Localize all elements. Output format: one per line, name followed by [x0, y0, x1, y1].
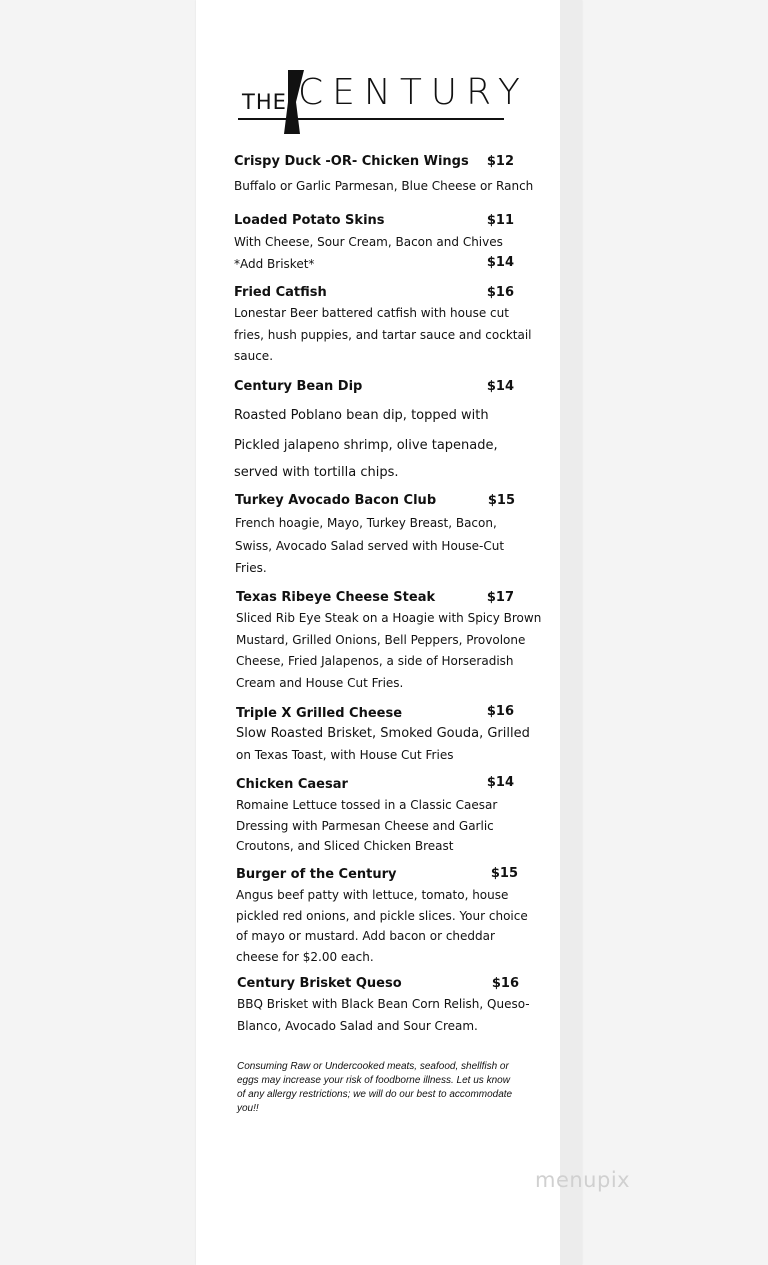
menu-item-brisket-queso [237, 975, 530, 1037]
item-price: $17 [486, 590, 514, 605]
menu-item-burger [236, 866, 528, 967]
description-line: Buffalo or Garlic Parmesan, Blue Cheese or Ranch [234, 179, 534, 193]
logo [238, 68, 529, 136]
menu-item-grilled-cheese [236, 704, 530, 766]
description-line: Angus beef patty with lettuce, tomato, house [236, 888, 509, 902]
item-description [234, 232, 516, 275]
menu-item-turkey-club [235, 492, 517, 580]
item-name: Century Bean Dip [234, 379, 363, 394]
item-price: $14 [486, 379, 514, 394]
item-price: $14 [486, 775, 514, 790]
item-name: Turkey Avocado Bacon Club [235, 493, 437, 508]
description-line: Romaine Lettuce tossed in a Classic Caesar [236, 798, 498, 812]
description-line: Lonestar Beer battered catfish with house cut [234, 306, 509, 320]
item-price: $15 [487, 493, 515, 508]
item-name: Chicken Caesar [236, 777, 348, 792]
description-line: Roasted Poblano bean dip, topped with [234, 408, 489, 423]
addon-price: $14 [486, 254, 514, 270]
item-description [236, 795, 518, 857]
menu-item-potato-skins [234, 212, 516, 275]
description-line: fries, hush puppies, and tartar sauce and cocktail [234, 327, 532, 342]
logo-prefix: THE [242, 90, 287, 114]
description-line: Sliced Rib Eye Steak on a Hoagie with Spicy Brown [236, 611, 542, 625]
item-price: $12 [486, 154, 514, 169]
item-description [236, 608, 542, 694]
item-description [237, 994, 530, 1037]
description-line: Cheese, Fried Jalapenos, a side of Horseradish [236, 654, 514, 668]
description-line: Slow Roasted Brisket, Smoked Gouda, Grilled [236, 726, 530, 741]
item-description [234, 176, 534, 198]
item-description [236, 885, 528, 967]
description-line: Blanco, Avocado Salad and Sour Cream. [237, 1018, 478, 1033]
item-description [234, 402, 516, 486]
item-name: Crispy Duck -OR- Chicken Wings [234, 154, 469, 169]
addon-line [234, 254, 516, 276]
description-line: French hoagie, Mayo, Turkey Breast, Bacon, [235, 516, 497, 530]
item-price: $16 [491, 976, 519, 991]
description-line: Mustard, Grilled Onions, Bell Peppers, Provolone [236, 632, 526, 647]
description-line: of mayo or mustard. Add bacon or cheddar [236, 929, 495, 943]
item-name: Texas Ribeye Cheese Steak [236, 590, 436, 605]
menu-item-fried-catfish [234, 284, 532, 368]
description-line: on Texas Toast, with House Cut Fries [236, 747, 454, 762]
description-line: cheese for $2.00 each. [236, 949, 374, 964]
watermark: menupix [535, 1168, 631, 1192]
item-price: $11 [486, 213, 514, 228]
item-price: $15 [490, 866, 518, 881]
item-description [236, 723, 530, 766]
menu-item-chicken-caesar [236, 776, 518, 857]
description-line: Cream and House Cut Fries. [236, 675, 404, 690]
description-line: Croutons, and Sliced Chicken Breast [236, 839, 454, 853]
menu-item-ribeye-cheese-steak [236, 589, 542, 694]
item-price: $16 [486, 704, 514, 719]
description-line: pickled red onions, and pickle slices. Your choice [236, 908, 528, 923]
addon-label: *Add Brisket* [234, 256, 315, 271]
menu-item-bean-dip [234, 378, 516, 486]
allergy-disclaimer: Consuming Raw or Undercooked meats, seafood, shellfish or eggs may increase your risk of foodborne illness. Let us know of any allergy restrictions; we will do our best to accommodate you!! [237, 1061, 513, 1114]
item-name: Loaded Potato Skins [234, 213, 385, 228]
item-name: Century Brisket Queso [237, 976, 402, 991]
page-edge-shade [560, 0, 582, 1265]
item-description [235, 512, 517, 580]
item-name: Burger of the Century [236, 867, 397, 882]
item-price: $16 [486, 285, 514, 300]
description-line: Dressing with Parmesan Cheese and Garlic [236, 818, 494, 833]
description-line: sauce. [234, 349, 274, 363]
item-description [234, 303, 532, 368]
description-line: BBQ Brisket with Black Bean Corn Relish, Queso- [237, 997, 530, 1011]
description-line: With Cheese, Sour Cream, Bacon and Chives [234, 235, 503, 249]
description-line: served with tortilla chips. [234, 465, 399, 480]
logo-rule [238, 118, 504, 120]
menu-item-wings [234, 153, 534, 198]
description-line: Pickled jalapeno shrimp, olive tapenade, [234, 438, 498, 453]
description-line: Swiss, Avocado Salad served with House-Cut [235, 538, 505, 553]
item-name: Triple X Grilled Cheese [236, 706, 403, 721]
logo-word: CENTURY [298, 72, 529, 113]
description-line: Fries. [235, 561, 267, 575]
item-name: Fried Catfish [234, 285, 327, 300]
